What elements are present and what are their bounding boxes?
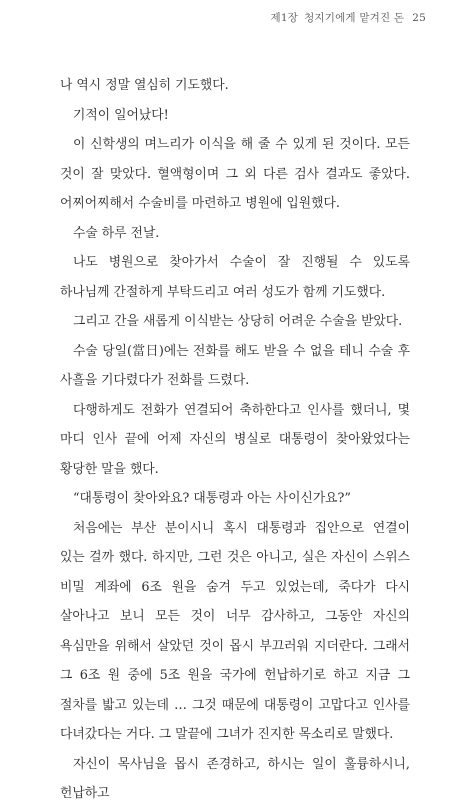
- paragraph: 나 역시 정말 열심히 기도했다.: [60, 78, 229, 93]
- paragraph: 처음에는 부산 분이시니 혹시 대통령과 집안으로 연결이 있는 걸까 했다. 하지만, 그런 것은 아니고, 실은 자신이 스위스 비밀 계좌에 6조 원을 숨겨 두고 있었는데, 죽다가 다시 살아나고 보니 모든 것이 너무 감사하고, 그동안 자신의 욕심만을 위해서 살았던 것이 몹시 부끄러워 지더란다. 그래서 그 6조 원 중에 5조 원을 국가에 헌납하기로 하고 지금 그 절차를 밟고 있는데 … 그것 때문에 대통령이 고맙다고 인사를 다녀갔다는 거다. 그 말끝에 그녀가 진지한 목소리로 말했다.: [60, 520, 410, 742]
- paragraph: 이 신학생의 며느리가 이식을 해 줄 수 있게 된 것이다. 모든 것이 잘 맞았다. 혈액형이며 그 외 다른 검사 결과도 좋았다. 어찌어찌해서 수술비를 마련하고 병원에 입원했다.: [60, 137, 410, 211]
- paragraph: 수술 하루 전날.: [73, 225, 160, 241]
- paragraph: 기적이 일어났다!: [73, 107, 169, 123]
- page-number: 25: [412, 12, 426, 24]
- paragraph: 그리고 간을 새롭게 이식받는 상당히 어려운 수술을 받았다.: [73, 314, 403, 329]
- chapter-label: 제1장: [270, 12, 299, 24]
- chapter-title: 청지기에게 맡겨진 돈: [304, 12, 405, 24]
- paragraph: 수술 당일(當日)에는 전화를 해도 받을 수 없을 테니 수술 후 사흘을 기다렸다가 전화를 드렸다.: [60, 343, 410, 388]
- body-text: [60, 71, 410, 809]
- paragraph: “대통령이 찾아와요? 대통령과 아는 사이신가요?”: [73, 491, 351, 506]
- paragraph: 자신이 목사님을 몹시 존경하고, 하시는 일이 훌륭하시니, 헌납하고: [60, 756, 410, 801]
- running-header: [270, 10, 426, 25]
- paragraph: 다행하게도 전화가 연결되어 축하한다고 인사를 했더니, 몇 마디 인사 끝에 어제 자신의 병실로 대통령이 찾아왔었다는 황당한 말을 했다.: [60, 402, 410, 477]
- paragraph: 나도 병원으로 찾아가서 수술이 잘 진행될 수 있도록 하나님께 간절하게 부탁드리고 여러 성도가 함께 기도했다.: [60, 255, 410, 300]
